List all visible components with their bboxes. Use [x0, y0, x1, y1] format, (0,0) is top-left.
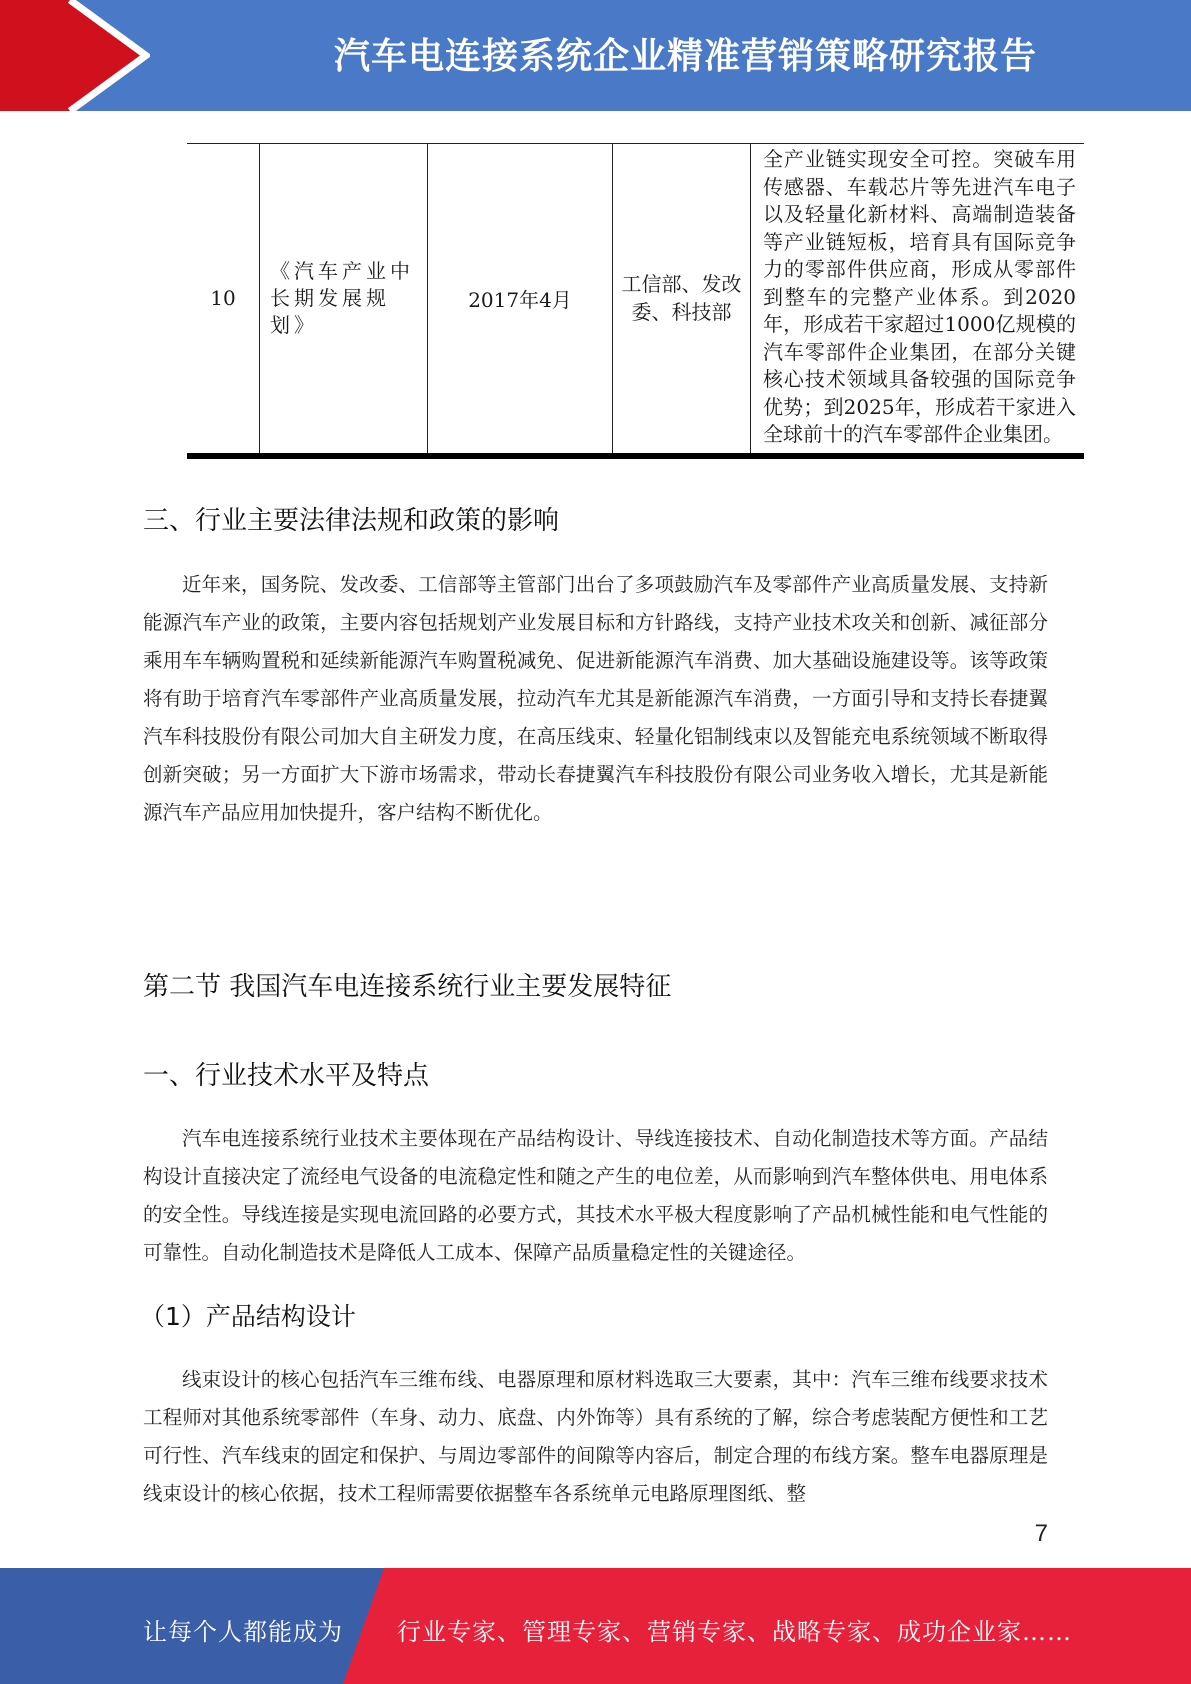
- subsection-heading: （1）产品结构设计: [140, 1302, 356, 1331]
- table-cell-policy-name: 《汽车产业中长期发展规划》: [260, 144, 428, 456]
- section-tech-level: [143, 1055, 1048, 1092]
- page-header: [0, 0, 1191, 111]
- report-title: 汽车电连接系统企业精准营销策略研究报告: [333, 36, 1037, 77]
- chapter-heading: 第二节 我国汽车电连接系统行业主要发展特征: [143, 972, 672, 1002]
- section-heading: 一、行业技术水平及特点: [143, 1061, 430, 1091]
- section-policy-impact: [143, 500, 1048, 537]
- chapter-block: [143, 966, 1048, 1003]
- page-footer: [0, 1568, 1191, 1684]
- page-number: 7: [1034, 1520, 1048, 1547]
- section-policy-impact-body: [143, 566, 1048, 832]
- table-cell-date: 2017年4月: [428, 144, 613, 456]
- subsection-product-design-body: [143, 1361, 1048, 1513]
- header-arrow-decoration: [0, 0, 150, 111]
- table-cell-content: 全产业链实现安全可控。突破车用传感器、车载芯片等先进汽车电子以及轻量化新材料、高端制造装备等产业链短板，培育具有国际竞争力的零部件供应商，形成从零部件到整车的完整产业体系。到2020年，形成若干家超过1000亿规模的汽车零部件企业集团，在部分关键核心技术领域具备较强的国际竞争优势；到2025年，形成若干家进入全球前十的汽车零部件企业集团。: [751, 144, 1085, 456]
- table-row: [187, 144, 1084, 456]
- table-cell-department: [613, 144, 751, 456]
- policy-table: [187, 143, 1084, 459]
- table-cell-number: 10: [187, 144, 260, 456]
- paragraph: 汽车电连接系统行业技术主要体现在产品结构设计、导线连接技术、自动化制造技术等方面。产品结构设计直接决定了流经电气设备的电流稳定性和随之产生的电位差，从而影响到汽车整体供电、用电体系的安全性。导线连接是实现电流回路的必要方式，其技术水平极大程度影响了产品机械性能和电气性能的可靠性。自动化制造技术是降低人工成本、保障产品质量稳定性的关键途径。: [143, 1127, 1048, 1264]
- section-heading: 三、行业主要法律法规和政策的影响: [143, 506, 560, 536]
- paragraph: 近年来，国务院、发改委、工信部等主管部门出台了多项鼓励汽车及零部件产业高质量发展、支持新能源汽车产业的政策，主要内容包括规划产业发展目标和方针路线，支持产业技术攻关和创新、减征部分乘用车车辆购置税和延续新能源汽车购置税减免、促进新能源汽车消费、加大基础设施建设等。该等政策将有助于培育汽车零部件产业高质量发展，拉动汽车尤其是新能源汽车消费，一方面引导和支持长春捷翼汽车科技股份有限公司加大自主研发力度，在高压线束、轻量化铝制线束以及智能充电系统领域不断取得创新突破；另一方面扩大下游市场需求，带动长春捷翼汽车科技股份有限公司业务收入增长，尤其是新能源汽车产品应用加快提升，客户结构不断优化。: [143, 573, 1048, 824]
- footer-slogan-left: 让每个人都能成为: [143, 1618, 343, 1646]
- footer-slogan-right: 行业专家、管理专家、营销专家、战略专家、成功企业家……: [397, 1618, 1072, 1646]
- section-tech-level-body: [143, 1120, 1048, 1272]
- paragraph: 线束设计的核心包括汽车三维布线、电器原理和原材料选取三大要素，其中：汽车三维布线要求技术工程师对其他系统零部件（车身、动力、底盘、内外饰等）具有系统的了解，综合考虑装配方便性和工艺可行性、汽车线束的固定和保护、与周边零部件的间隙等内容后，制定合理的布线方案。整车电器原理是线束设计的核心依据，技术工程师需要依据整车各系统单元电路原理图纸、整: [143, 1368, 1048, 1505]
- subsection-product-design: [140, 1297, 1045, 1333]
- department-text: 工信部、发改委、科技部: [621, 272, 742, 325]
